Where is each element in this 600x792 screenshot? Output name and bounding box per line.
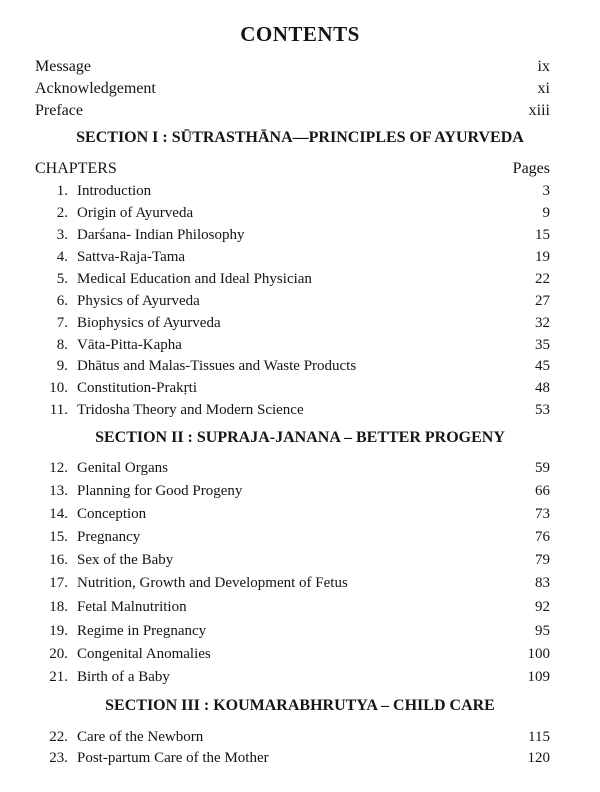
chapter-page: 59 xyxy=(535,460,550,476)
chapter-page: 27 xyxy=(535,293,550,309)
chapter-title: Birth of a Baby xyxy=(77,669,170,685)
toc-entry xyxy=(35,596,550,618)
toc-entry xyxy=(35,312,550,334)
chapter-page: 19 xyxy=(535,249,550,265)
chapter-title: Biophysics of Ayurveda xyxy=(77,315,221,331)
chapter-number: 19. xyxy=(49,623,68,639)
chapter-page: 76 xyxy=(535,529,550,545)
toc-entry xyxy=(35,377,550,399)
chapter-title: Post-partum Care of the Mother xyxy=(77,750,269,766)
section-heading: SECTION II : SUPRAJA-JANANA – BETTER PROGENY xyxy=(95,429,505,446)
chapter-title: Origin of Ayurveda xyxy=(77,205,194,221)
toc-entry xyxy=(35,355,550,377)
chapter-number: 20. xyxy=(49,646,68,662)
toc-entry xyxy=(35,526,550,548)
chapter-title: Genital Organs xyxy=(77,460,168,476)
chapter-page: 32 xyxy=(535,315,550,331)
chapter-title: Medical Education and Ideal Physician xyxy=(77,271,312,287)
page-title: CONTENTS xyxy=(240,22,360,46)
chapters-header-row xyxy=(35,158,550,180)
toc-entry xyxy=(35,399,550,421)
chapter-title: Conception xyxy=(77,506,147,522)
toc-entry xyxy=(35,480,550,502)
toc-entry xyxy=(35,334,550,356)
chapter-title: Tridosha Theory and Modern Science xyxy=(77,402,304,418)
chapter-page: 22 xyxy=(535,271,550,287)
toc-entry xyxy=(35,268,550,290)
toc-entry xyxy=(35,224,550,246)
toc-entry xyxy=(35,549,550,571)
chapter-page: 48 xyxy=(535,380,550,396)
chapter-page: 120 xyxy=(527,750,550,766)
chapter-number: 15. xyxy=(49,529,68,545)
chapter-page: 100 xyxy=(527,646,550,662)
toc-entry xyxy=(35,620,550,642)
chapter-number: 3. xyxy=(56,227,68,243)
chapters-label: CHAPTERS xyxy=(35,160,117,177)
toc-entry xyxy=(35,666,550,688)
chapter-page: 115 xyxy=(528,729,550,745)
chapter-page: 45 xyxy=(535,358,550,374)
chapter-title: Dhātus and Malas-Tissues and Waste Products xyxy=(77,358,357,374)
toc-entry xyxy=(35,643,550,665)
chapter-title: Care of the Newborn xyxy=(77,729,204,745)
toc-entry xyxy=(35,290,550,312)
chapter-number: 4. xyxy=(56,249,68,265)
toc-entry xyxy=(35,503,550,525)
front-matter-row xyxy=(35,100,550,122)
front-matter-row xyxy=(35,56,550,78)
front-matter-label: Message xyxy=(35,58,91,75)
section-heading: SECTION I : SŪTRASTHĀNA—PRINCIPLES OF AYURVEDA xyxy=(76,129,524,146)
chapter-title: Nutrition, Growth and Development of Fetus xyxy=(77,575,348,591)
chapter-number: 21. xyxy=(49,669,68,685)
toc-entry xyxy=(35,726,550,748)
chapter-page: 35 xyxy=(535,337,550,353)
chapter-number: 10. xyxy=(49,380,68,396)
chapter-number: 22. xyxy=(49,729,68,745)
chapter-title: Sattva-Raja-Tama xyxy=(77,249,186,265)
toc-entry xyxy=(35,457,550,479)
toc-entry xyxy=(35,246,550,268)
chapter-number: 5. xyxy=(56,271,68,287)
chapter-number: 6. xyxy=(56,293,68,309)
front-matter-page: ix xyxy=(537,58,550,75)
front-matter-label: Preface xyxy=(35,102,83,119)
chapter-page: 73 xyxy=(535,506,550,522)
section-heading: SECTION III : KOUMARABHRUTYA – CHILD CARE xyxy=(105,697,495,714)
chapter-number: 14. xyxy=(49,506,68,522)
chapter-number: 11. xyxy=(49,402,68,418)
chapter-title: Congenital Anomalies xyxy=(77,646,211,662)
chapter-number: 18. xyxy=(49,599,68,615)
chapter-number: 2. xyxy=(56,205,68,221)
chapter-title: Sex of the Baby xyxy=(77,552,174,568)
chapter-page: 95 xyxy=(535,623,550,639)
chapter-number: 7. xyxy=(56,315,68,331)
chapter-number: 23. xyxy=(49,750,68,766)
chapter-number: 8. xyxy=(56,337,68,353)
toc-entry xyxy=(35,747,550,769)
chapter-title: Darśana- Indian Philosophy xyxy=(77,227,245,243)
toc-entry xyxy=(35,202,550,224)
toc-entry xyxy=(35,180,550,202)
chapter-title: Fetal Malnutrition xyxy=(77,599,187,615)
chapter-title: Planning for Good Progeny xyxy=(77,483,243,499)
chapter-page: 3 xyxy=(542,183,550,199)
chapter-page: 66 xyxy=(535,483,550,499)
toc-entry xyxy=(35,572,550,594)
chapter-title: Constitution-Prakṛti xyxy=(77,380,197,396)
chapter-number: 12. xyxy=(49,460,68,476)
chapter-number: 16. xyxy=(49,552,68,568)
chapter-page: 109 xyxy=(527,669,550,685)
front-matter-page: xiii xyxy=(528,102,550,119)
chapter-title: Vāta-Pitta-Kapha xyxy=(77,337,182,353)
chapter-page: 83 xyxy=(535,575,550,591)
chapter-title: Introduction xyxy=(77,183,152,199)
chapter-number: 1. xyxy=(56,183,68,199)
chapter-number: 17. xyxy=(49,575,68,591)
front-matter-page: xi xyxy=(537,80,550,97)
front-matter-row xyxy=(35,78,550,100)
chapter-title: Physics of Ayurveda xyxy=(77,293,200,309)
chapter-title: Regime in Pregnancy xyxy=(77,623,207,639)
pages-label: Pages xyxy=(512,160,550,177)
chapter-page: 15 xyxy=(535,227,550,243)
chapter-number: 9. xyxy=(56,358,68,374)
front-matter-label: Acknowledgement xyxy=(35,80,156,97)
chapter-page: 92 xyxy=(535,599,550,615)
chapter-title: Pregnancy xyxy=(77,529,141,545)
chapter-page: 9 xyxy=(542,205,550,221)
chapter-page: 53 xyxy=(535,402,550,418)
chapter-number: 13. xyxy=(49,483,68,499)
chapter-page: 79 xyxy=(535,552,550,568)
